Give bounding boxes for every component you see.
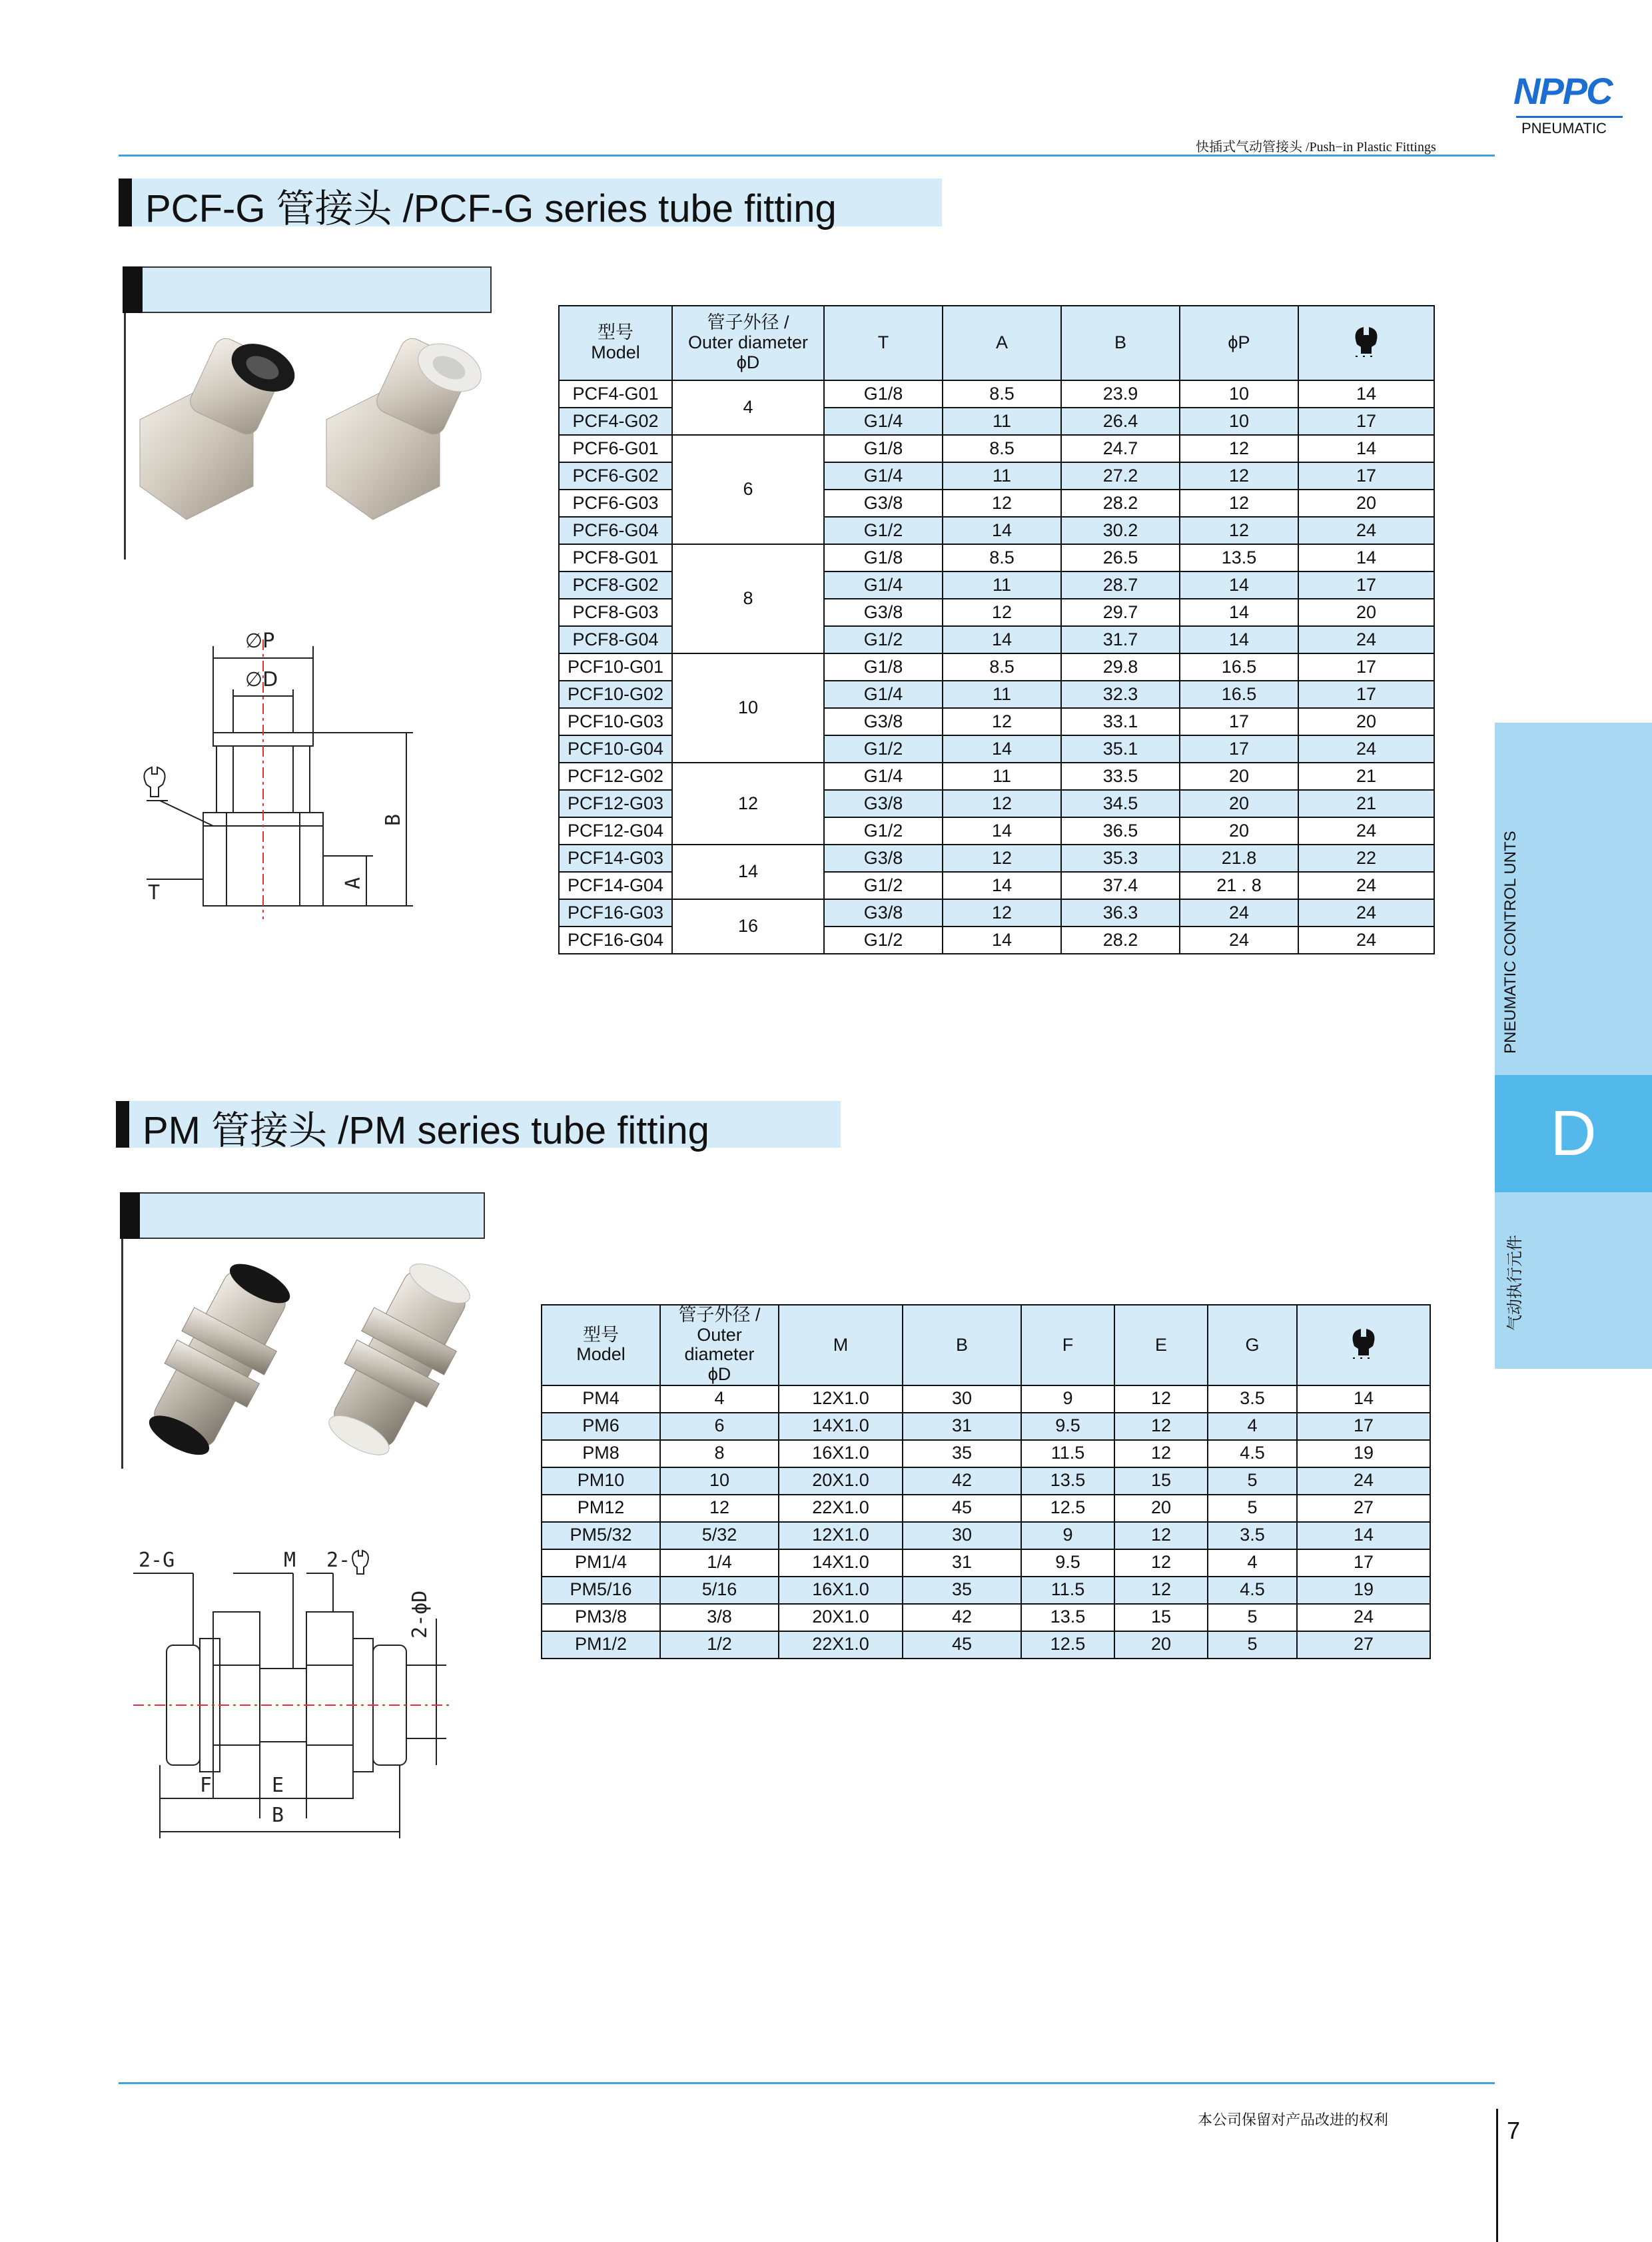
cell-w: 14 [1298,435,1434,462]
cell-a: 14 [943,517,1061,544]
cell-model: PM3/8 [542,1604,660,1631]
cell-d: 4 [660,1385,779,1413]
cell-f: 9.5 [1021,1549,1114,1577]
cell-model: PCF10-G01 [559,653,672,681]
section1-title-marker [119,179,132,226]
cell-f: 11.5 [1021,1440,1114,1467]
cell-t: G1/2 [824,626,943,653]
cell-model: PM6 [542,1413,660,1440]
cell-b: 26.4 [1061,408,1180,435]
cell-d: 1/4 [660,1549,779,1577]
cell-g: 4 [1208,1413,1297,1440]
cell-p: 20 [1180,790,1298,817]
table-row [542,1604,1430,1631]
col-outer-diameter: 管子外径 / Outer diameter ϕD [660,1305,779,1385]
cell-b: 42 [903,1604,1021,1631]
cell-model: PCF14-G04 [559,872,672,899]
cell-a: 14 [943,927,1061,954]
cell-model: PM5/16 [542,1577,660,1604]
cell-outer-diameter: 4 [672,380,824,435]
cell-b: 34.5 [1061,790,1180,817]
cell-p: 12 [1180,517,1298,544]
cell-model: PCF8-G04 [559,626,672,653]
cell-a: 12 [943,899,1061,927]
cell-t: G1/8 [824,380,943,408]
cell-f: 9 [1021,1385,1114,1413]
cell-e: 12 [1114,1577,1208,1604]
pm-fitting-right-icon [312,1252,488,1465]
cell-p: 14 [1180,599,1298,626]
pm-dim-b: B [272,1804,284,1827]
cell-t: G1/4 [824,571,943,599]
col-model: 型号 Model [542,1305,660,1385]
cell-w: 24 [1298,899,1434,927]
cell-b: 31 [903,1413,1021,1440]
cell-e: 12 [1114,1413,1208,1440]
cell-f: 13.5 [1021,1604,1114,1631]
cell-d: 12 [660,1495,779,1522]
cell-w: 19 [1297,1440,1430,1467]
cell-outer-diameter: 12 [672,763,824,845]
cell-w: 24 [1297,1467,1430,1495]
cell-b: 31.7 [1061,626,1180,653]
cell-p: 14 [1180,571,1298,599]
cell-outer-diameter: 8 [672,544,824,653]
cell-t: G1/4 [824,462,943,490]
cell-b: 24.7 [1061,435,1180,462]
cell-g: 5 [1208,1604,1297,1631]
pm-product-photo [133,1252,493,1465]
cell-g: 5 [1208,1495,1297,1522]
pcf-fitting-left-icon [140,334,302,520]
cell-p: 12 [1180,462,1298,490]
cell-b: 28.2 [1061,490,1180,517]
col-p: ϕP [1180,306,1298,380]
cell-b: 36.5 [1061,817,1180,845]
cell-model: PCF14-G03 [559,845,672,872]
table-row [559,763,1434,790]
pm-dim-f: F [200,1774,212,1797]
cell-e: 20 [1114,1631,1208,1659]
cell-b: 31 [903,1549,1021,1577]
cell-w: 27 [1297,1631,1430,1659]
cell-a: 11 [943,462,1061,490]
pcf-dim-d: ∅D [245,668,278,691]
cell-p: 10 [1180,380,1298,408]
cell-a: 8.5 [943,435,1061,462]
cell-p: 16.5 [1180,681,1298,708]
col-b: B [903,1305,1021,1385]
cell-p: 24 [1180,899,1298,927]
cell-t: G1/2 [824,927,943,954]
cell-d: 6 [660,1413,779,1440]
cell-b: 28.7 [1061,571,1180,599]
logo-subtitle: PNEUMATIC [1521,120,1607,137]
cell-e: 12 [1114,1385,1208,1413]
table-row [542,1385,1430,1413]
cell-model: PCF6-G04 [559,517,672,544]
cell-model: PCF6-G01 [559,435,672,462]
pcf-technical-drawing [133,626,440,933]
pm-technical-drawing [133,1539,453,1845]
cell-p: 20 [1180,763,1298,790]
cell-a: 8.5 [943,653,1061,681]
cell-w: 21 [1298,790,1434,817]
cell-e: 12 [1114,1549,1208,1577]
pcf-dim-a: A [342,877,365,889]
header-rule [119,155,1495,157]
cell-model: PCF12-G04 [559,817,672,845]
cell-model: PCF4-G01 [559,380,672,408]
cell-outer-diameter: 6 [672,435,824,544]
col-t: T [824,306,943,380]
cell-e: 12 [1114,1522,1208,1549]
pcf-dim-t: T [148,881,161,905]
cell-f: 9.5 [1021,1413,1114,1440]
cell-w: 24 [1298,517,1434,544]
cell-t: G1/8 [824,435,943,462]
cell-a: 12 [943,599,1061,626]
table-row [559,544,1434,571]
cell-t: G3/8 [824,708,943,735]
cell-b: 30 [903,1385,1021,1413]
col-g: G [1208,1305,1297,1385]
pm-wrench-symbol-icon [352,1551,368,1574]
cell-m: 16X1.0 [779,1440,903,1467]
logo-underline [1516,116,1623,118]
col-m: M [779,1305,903,1385]
cell-w: 24 [1297,1604,1430,1631]
cell-p: 12 [1180,435,1298,462]
cell-a: 14 [943,626,1061,653]
col-f: F [1021,1305,1114,1385]
cell-w: 17 [1298,462,1434,490]
cell-b: 30 [903,1522,1021,1549]
pm-dim-g: 2-G [139,1549,175,1572]
section2-photo-caption-marker [120,1192,140,1239]
cell-w: 17 [1298,571,1434,599]
cell-p: 12 [1180,490,1298,517]
cell-w: 24 [1298,817,1434,845]
table-row [559,845,1434,872]
cell-b: 29.7 [1061,599,1180,626]
section1-photo-caption-box [123,266,492,313]
cell-f: 13.5 [1021,1467,1114,1495]
cell-m: 20X1.0 [779,1604,903,1631]
cell-f: 12.5 [1021,1631,1114,1659]
cell-model: PCF4-G02 [559,408,672,435]
cell-d: 5/32 [660,1522,779,1549]
cell-d: 10 [660,1467,779,1495]
cell-model: PM1/2 [542,1631,660,1659]
table-row [542,1440,1430,1467]
pm-dim-m: M [284,1549,296,1572]
cell-t: G3/8 [824,790,943,817]
col-outer-diameter: 管子外径 / Outer diameter ϕD [672,306,824,380]
col-wrench [1298,306,1434,380]
cell-model: PM12 [542,1495,660,1522]
cell-a: 11 [943,681,1061,708]
pcf-dim-b: B [382,813,405,826]
col-model: 型号 Model [559,306,672,380]
cell-w: 24 [1298,872,1434,899]
cell-g: 4 [1208,1549,1297,1577]
cell-g: 4.5 [1208,1440,1297,1467]
pm-spec-table [541,1304,1431,1659]
cell-b: 35 [903,1440,1021,1467]
cell-b: 23.9 [1061,380,1180,408]
cell-b: 45 [903,1631,1021,1659]
cell-f: 11.5 [1021,1577,1114,1604]
table-row [559,899,1434,927]
cell-a: 12 [943,708,1061,735]
wrench-icon [1353,324,1380,358]
cell-w: 22 [1298,845,1434,872]
cell-b: 33.5 [1061,763,1180,790]
cell-e: 15 [1114,1604,1208,1631]
cell-b: 35 [903,1577,1021,1604]
cell-model: PCF8-G03 [559,599,672,626]
cell-a: 11 [943,763,1061,790]
logo-text: NPPC [1513,70,1612,112]
cell-b: 35.3 [1061,845,1180,872]
cell-p: 20 [1180,817,1298,845]
table-row [542,1549,1430,1577]
col-a: A [943,306,1061,380]
cell-p: 17 [1180,708,1298,735]
cell-g: 3.5 [1208,1522,1297,1549]
cell-p: 21 . 8 [1180,872,1298,899]
cell-b: 32.3 [1061,681,1180,708]
cell-b: 29.8 [1061,653,1180,681]
pm-dim-wrench: 2- [326,1549,351,1572]
cell-a: 12 [943,845,1061,872]
cell-model: PCF16-G03 [559,899,672,927]
footer-rule [119,2082,1495,2084]
cell-b: 35.1 [1061,735,1180,763]
table-row [542,1495,1430,1522]
side-tab-english: PNEUMATIC CONTROL UNTS [1501,831,1519,1054]
cell-b: 37.4 [1061,872,1180,899]
cell-d: 5/16 [660,1577,779,1604]
cell-p: 13.5 [1180,544,1298,571]
side-tab-letter: D [1495,1075,1652,1192]
cell-g: 5 [1208,1631,1297,1659]
cell-a: 11 [943,408,1061,435]
cell-outer-diameter: 10 [672,653,824,763]
cell-p: 17 [1180,735,1298,763]
section2-title: PM 管接头 /PM series tube fitting [143,1109,709,1152]
cell-t: G1/8 [824,544,943,571]
cell-b: 28.2 [1061,927,1180,954]
table-row [542,1522,1430,1549]
table-row [559,380,1434,408]
cell-a: 8.5 [943,380,1061,408]
cell-b: 27.2 [1061,462,1180,490]
table-row [559,653,1434,681]
cell-p: 21.8 [1180,845,1298,872]
table-row [542,1467,1430,1495]
page-number: 7 [1507,2117,1521,2144]
cell-g: 3.5 [1208,1385,1297,1413]
cell-p: 16.5 [1180,653,1298,681]
cell-g: 5 [1208,1467,1297,1495]
section2-photo-caption-box [120,1192,485,1239]
cell-w: 17 [1297,1413,1430,1440]
cell-m: 20X1.0 [779,1467,903,1495]
cell-t: G1/4 [824,681,943,708]
cell-outer-diameter: 16 [672,899,824,954]
table-row [559,435,1434,462]
cell-model: PM4 [542,1385,660,1413]
pm-header-row [542,1305,1430,1385]
cell-model: PCF12-G03 [559,790,672,817]
col-wrench [1297,1305,1430,1385]
cell-t: G1/8 [824,653,943,681]
cell-t: G1/4 [824,408,943,435]
cell-model: PCF6-G03 [559,490,672,517]
cell-m: 22X1.0 [779,1631,903,1659]
cell-t: G3/8 [824,899,943,927]
cell-a: 12 [943,490,1061,517]
pm-dim-d: 2-ϕD [408,1590,432,1639]
pm-dim-e: E [272,1774,284,1797]
cell-m: 14X1.0 [779,1413,903,1440]
cell-w: 20 [1298,490,1434,517]
section1-photo-caption-marker [123,266,143,313]
table-row [542,1577,1430,1604]
cell-w: 19 [1297,1577,1430,1604]
cell-model: PM10 [542,1467,660,1495]
cell-model: PM1/4 [542,1549,660,1577]
footer-divider [1496,2109,1498,2242]
cell-a: 11 [943,571,1061,599]
cell-p: 14 [1180,626,1298,653]
cell-b: 45 [903,1495,1021,1522]
cell-t: G1/2 [824,872,943,899]
cell-w: 24 [1298,735,1434,763]
cell-p: 24 [1180,927,1298,954]
section1-title: PCF-G 管接头 /PCF-G series tube fitting [145,187,837,230]
cell-model: PCF8-G02 [559,571,672,599]
cell-model: PCF10-G02 [559,681,672,708]
pcf-spec-table [558,305,1435,954]
cell-w: 14 [1297,1385,1430,1413]
footer-caption: 本公司保留对产品改进的权利 [1198,2111,1389,2128]
cell-d: 3/8 [660,1604,779,1631]
cell-m: 16X1.0 [779,1577,903,1604]
cell-w: 20 [1298,708,1434,735]
pcf-header-row [559,306,1434,380]
header-caption: 快插式气动管接头 /Push−in Plastic Fittings [1196,140,1436,155]
cell-outer-diameter: 14 [672,845,824,899]
cell-e: 20 [1114,1495,1208,1522]
table-row [542,1413,1430,1440]
cell-w: 24 [1298,927,1434,954]
pm-fitting-left-icon [133,1252,307,1465]
cell-model: PM5/32 [542,1522,660,1549]
cell-b: 30.2 [1061,517,1180,544]
side-tab-chinese: 气动执行元件 [1507,1235,1524,1331]
cell-w: 17 [1298,408,1434,435]
cell-w: 20 [1298,599,1434,626]
cell-model: PCF8-G01 [559,544,672,571]
col-e: E [1114,1305,1208,1385]
cell-model: PCF6-G02 [559,462,672,490]
cell-a: 14 [943,817,1061,845]
cell-w: 17 [1298,681,1434,708]
cell-t: G1/2 [824,817,943,845]
cell-e: 15 [1114,1467,1208,1495]
section2-photo-rule [121,1239,123,1469]
cell-t: G1/2 [824,735,943,763]
cell-a: 14 [943,735,1061,763]
cell-t: G3/8 [824,490,943,517]
cell-t: G3/8 [824,845,943,872]
section2-title-marker [116,1101,129,1148]
pcf-dim-p: ∅P [245,629,275,653]
cell-model: PCF16-G04 [559,927,672,954]
cell-w: 14 [1298,544,1434,571]
cell-d: 8 [660,1440,779,1467]
cell-t: G3/8 [824,599,943,626]
cell-b: 33.1 [1061,708,1180,735]
cell-w: 21 [1298,763,1434,790]
cell-w: 14 [1298,380,1434,408]
cell-a: 14 [943,872,1061,899]
cell-t: G1/4 [824,763,943,790]
cell-b: 42 [903,1467,1021,1495]
cell-e: 12 [1114,1440,1208,1467]
cell-model: PCF10-G03 [559,708,672,735]
cell-m: 12X1.0 [779,1522,903,1549]
cell-g: 4.5 [1208,1577,1297,1604]
cell-p: 10 [1180,408,1298,435]
cell-model: PCF10-G04 [559,735,672,763]
cell-w: 14 [1297,1522,1430,1549]
cell-d: 1/2 [660,1631,779,1659]
brand-logo [1513,69,1627,137]
cell-w: 27 [1297,1495,1430,1522]
cell-w: 24 [1298,626,1434,653]
cell-w: 17 [1298,653,1434,681]
cell-model: PM8 [542,1440,660,1467]
cell-t: G1/2 [824,517,943,544]
section1-photo-rule [124,313,126,560]
cell-b: 26.5 [1061,544,1180,571]
cell-f: 12.5 [1021,1495,1114,1522]
cell-f: 9 [1021,1522,1114,1549]
cell-m: 14X1.0 [779,1549,903,1577]
cell-a: 12 [943,790,1061,817]
col-b: B [1061,306,1180,380]
cell-m: 22X1.0 [779,1495,903,1522]
cell-w: 17 [1297,1549,1430,1577]
cell-a: 8.5 [943,544,1061,571]
wrench-icon [1350,1326,1377,1359]
pcf-fitting-right-icon [326,334,489,520]
cell-m: 12X1.0 [779,1385,903,1413]
cell-b: 36.3 [1061,899,1180,927]
cell-model: PCF12-G02 [559,763,672,790]
pcf-product-photo [127,320,500,560]
table-row [542,1631,1430,1659]
